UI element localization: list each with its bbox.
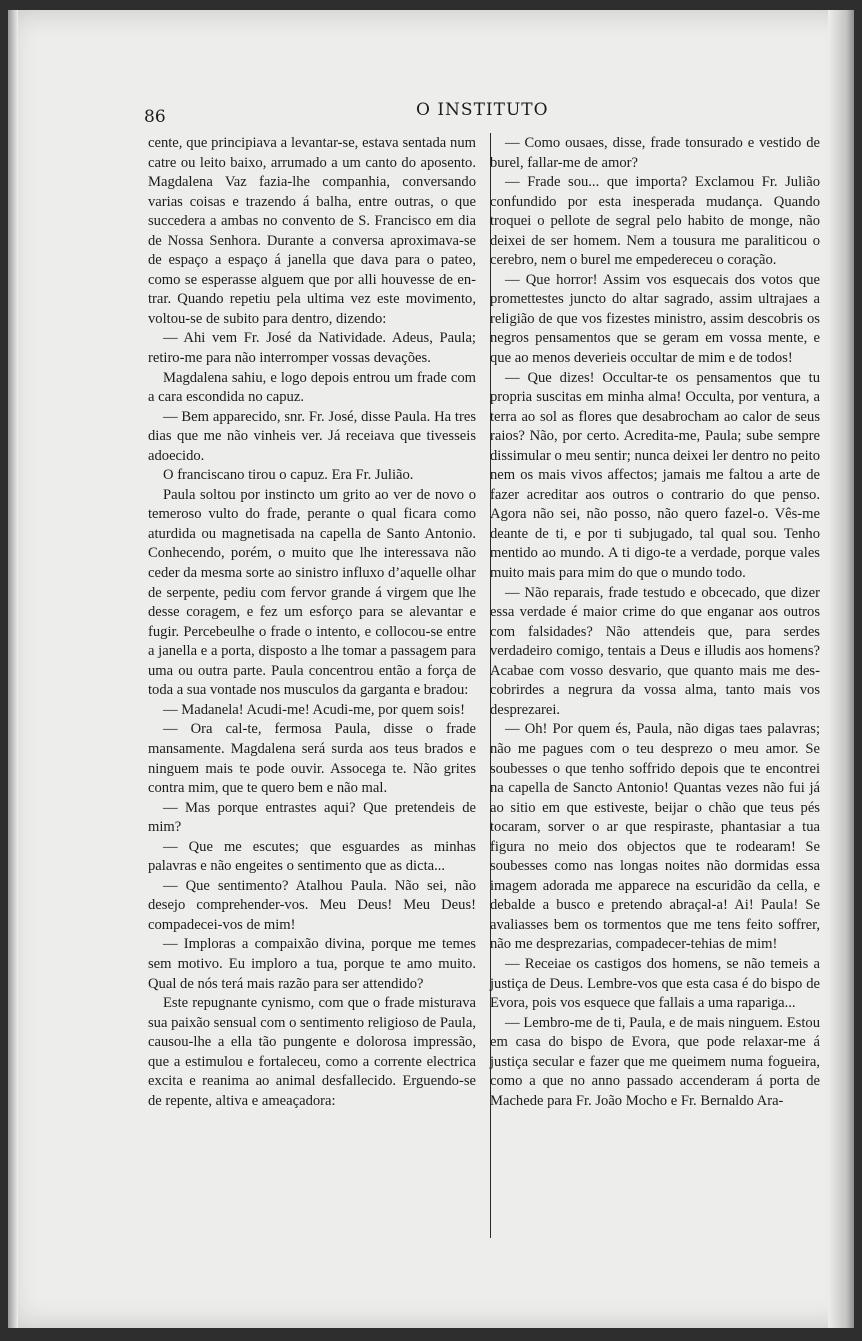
paragraph: Este repugnante cynismo, com que o frade misturava sua paixão sensual com o sentimento religioso de Paula, causou-lhe a ella tão pungente e dolorosa impressão, que a estimulou e fortaleceu, como a corrente electrica excita e reanima ao animal desfallecido. Erguendo-se de repente, altiva e ameaçadora:: [148, 995, 476, 1109]
paragraph: — Ahi vem Fr. José da Natividade. Adeus, Paula; retiro-me para não interromper vossas devações.: [148, 330, 476, 367]
page-spine-shadow: [8, 10, 18, 1328]
paragraph: — Mas porque entrastes aqui? Que pretendeis de mim?: [148, 799, 476, 836]
right-column: [490, 134, 820, 1111]
paragraph: — Imploras a compaixão divina, porque me temes sem motivo. Eu imploro a tua, porque te amo muito. Qual de nós terá mais razão para ser attendido?: [148, 936, 476, 992]
paragraph: Magdalena sahiu, e logo depois entrou um frade com a cara escondida no capuz.: [148, 369, 476, 406]
paragraph: — Que sentimento? Atalhou Paula. Não sei, não desejo comprehender-vos. Meu Deus! Meu Deus! compadecei-vos de mim!: [148, 877, 476, 933]
paragraph: cente, que principiava a levantar-se, estava sentada num catre ou leito baixo, arrumado a um canto do aposento. Magdalena Vaz fazia-lhe companhia, conversando varias coisas e trazendo á balha, entre outras, o que succedera a ambas no convento de S. Francisco em dia de Nossa Senhora. Durante a conversa aproximava-se de espaço a espaço á janella que dava para o pateo, como se esperasse alguem que por alli houvesse de entrar. Quando repetiu pela ultima vez este movimento, voltou-se de subito para dentro, dizendo:: [148, 135, 476, 327]
page-number: 86: [144, 107, 166, 127]
paragraph: — Lembro-me de ti, Paula, e de mais ninguem. Estou em casa do bispo de Evora, que pode relaxar-me á justiça secular e fazer que me queimem numa fogueira, como a que no anno passado accenderam á porta de Machede para Fr. João Mocho e Fr. Bernaldo Ara-: [490, 1014, 820, 1109]
paragraph: O franciscano tirou o capuz. Era Fr. Julião.: [163, 467, 414, 484]
paragraph: — Bem apparecido, snr. Fr. José, disse Paula. Ha tres dias que me não vinheis ver. Já receiava que tivesseis adoecido.: [148, 408, 476, 464]
paragraph: — Ora cal-te, fermosa Paula, disse o frade mansamente. Magdalena será surda aos teus brados e ninguem mais te pode ouvir. Assocega te. Não grites contra mim, que te quero bem e não mal.: [148, 721, 476, 797]
paragraph: — Como ousaes, disse, frade tonsurado e vestido de burel, fallar-me de amor?: [490, 135, 820, 171]
paragraph: — Oh! Por quem és, Paula, não digas taes palavras; não me pagues com o teu desprezo o meu amor. Se soubesses o que tenho soffrido depois que te encontrei na capella de Sancto Antonio! Quantas vezes não fui já ao sitio em que estiveste, beijar o chão que teus pés tocaram, sorver o ar que respiraste, phantasiar a tua figura no meio dos objectos que te rodearam! Se soubesses como nas longas noites não dormidas essa imagem adorada me apparece na escuridão da cella, e debalde a busco e pretendo abraçal-a! Ai! Paula! Se avaliasses bem os tormentos que me tens feito soffrer, não me desprezarias, compadecer-tehias de mim!: [490, 721, 820, 953]
paragraph: — Não reparais, frade testudo e obcecado, que dizer essa verdade é maior crime do que enganar aos outros com falsidades? Não attendeis que, para serdes verdadeiro comigo, tentais a Deus e illudis aos homens? Acabae com vosso desvario, que quanto mais me descobrirdes a negrura da vossa alma, tanto mais vos desprezarei.: [490, 584, 820, 718]
page-edge-shadow: [828, 10, 854, 1328]
left-column: [148, 134, 476, 1111]
paragraph: — Receiae os castigos dos homens, se não temeis a justiça de Deus. Lembre-vos que esta casa é do bispo de Evora, pois vos esquece que fallais a uma rapariga...: [490, 955, 820, 1012]
running-title: O INSTITUTO: [416, 100, 549, 120]
paragraph: — Que me escutes; que esguardes as minhas palavras e não engeites o sentimento que as dicta...: [148, 838, 476, 875]
paragraph: — Que dizes! Occultar-te os pensamentos que tu propria suscitas em minha alma! Occulta, por ventura, a terra ao sol as flores que desabrocham ao calor de seus raios? Não, por certo. Acredita-me, Paula; sube sempre dissimular o meu sentir; nunca deixei ler dentro no peito nem os mais vivos affectos; jamais me faltou a arte de fazer acreditar aos outros o contrario do que penso. Agora não sei, não posso, não quero fazel-o. Vês-me deante de ti, e por ti subjugado, tal qual sou. Tenho mentido ao mundo. A ti digo-te a verdade, porque vales muito mais para mim do que o mundo todo.: [490, 369, 820, 582]
book-page: [8, 10, 854, 1328]
paragraph: — Frade sou... que importa? Exclamou Fr. Julião confundido por esta inesperada mudança. Quando troquei o pellote de segral pelo habito de monge, não deixei de ser homem. Nem a tousura me paraliticou o cerebro, nem o burel me empedereceu o coração.: [490, 174, 820, 269]
paragraph: Paula soltou por instincto um grito ao ver de novo o temeroso vulto do frade, perante o qual ficara como aturdida ou magnetisada na capella de Santo Antonio. Conhecendo, porém, o muito que lhe interessava não ceder da mesma sorte ao sinistro influxo d’aquelle olhar de serpente, pediu com fervor grande á virgem que lhe desse coragem, e fez um esforço para se alevantar e fugir. Percebeulhe o frade o intento, e collocou-se entre a janella e a porta, disposto a lhe tomar a passagem para uma ou outra parte. Paula concentrou então a força de toda a sua vontade nos musculos da garganta e bradou:: [148, 486, 476, 699]
paragraph: — Que horror! Assim vos esquecais dos votos que promettestes juncto do altar sagrado, assim ultrajaes a religião de que vos fizestes ministro, assim descobris os negros pensamentos que se geram em vossa mente, e que ao menos deverieis occultar de mim e de todos!: [490, 271, 820, 367]
paragraph: — Madanela! Acudi-me! Acudi-me, por quem sois!: [163, 701, 465, 718]
